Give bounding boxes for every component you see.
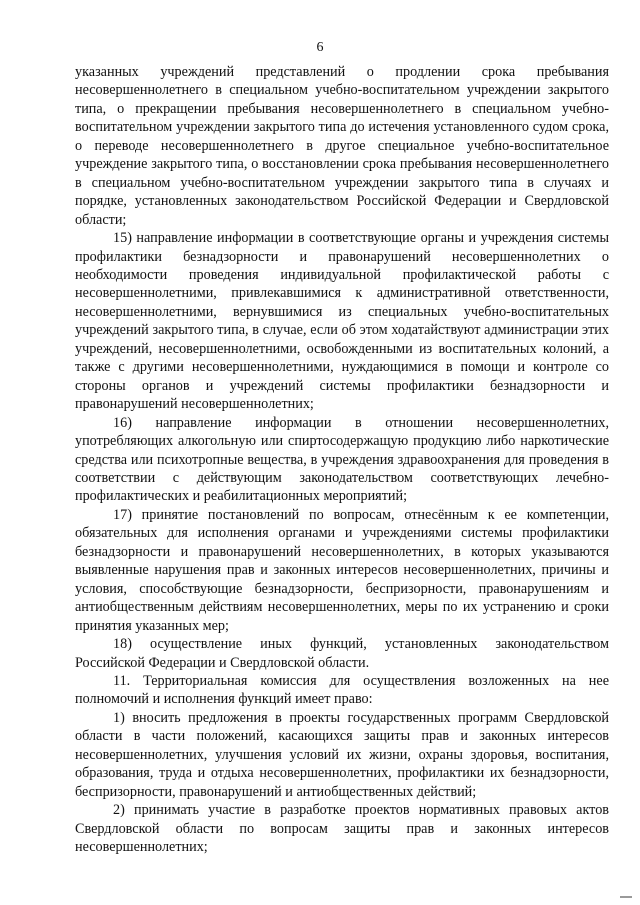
paragraph-item-16: 16) направление информации в отношении несовершеннолетних, употребляющих алкогольную или спиртосодержащую продукцию либо наркотические средства или психотропные вещества, в учреждения здравоохранения для проведения в соответствии с действующим законодательством соответствующих лечебно-профилактических и реабилитационных мероприятий; bbox=[75, 414, 609, 505]
paragraph-item-18: 18) осуществление иных функций, установленных законодательством Российской Федерации и Свердловской области. bbox=[75, 636, 609, 671]
paragraph-item-17: 17) принятие постановлений по вопросам, отнесённым к ее компетенции, обязательных для исполнения органами и учреждениями системы профилактики безнадзорности и правонарушений несовершеннолетних, в которых указываются выявленные нарушения прав и законных интересов несовершеннолетних, причины и условия, способствующие безнадзорности, беспризорности, правонарушениям и антиобщественным действиям несовершеннолетних, меры по их устранению и сроки принятия указанных мер; bbox=[75, 506, 609, 634]
page-number: 6 bbox=[316, 40, 324, 55]
paragraph-right-2: 2) принимать участие в разработке проектов нормативных правовых актов Свердловской области по вопросам защиты прав и законных интересов несовершеннолетних; bbox=[75, 802, 609, 856]
paragraph-section-11: 11. Территориальная комиссия для осуществления возложенных на нее полномочий и исполнения функций имеет право: bbox=[75, 672, 609, 708]
paragraph-right-1: 1) вносить предложения в проекты государственных программ Свердловской области в части положений, касающихся защиты прав и законных интересов несовершеннолетних, улучшения условий их жизни, охраны здоровья, воспитания, образования, труда и отдыха несовершеннолетних, профилактики их безнадзорности, беспризорности, правонарушений и антиобщественных действий; bbox=[75, 709, 609, 800]
document-body bbox=[75, 63, 609, 856]
scan-edge-mark bbox=[620, 896, 632, 898]
paragraph-continuation: указанных учреждений представлений о продлении срока пребывания несовершеннолетнего в специальном учебно-воспитательном учреждении закрытого типа, о прекращении пребывания несовершеннолетнего в специальном учебно-воспитательном учреждении закрытого типа до истечения установленного судом срока, о переводе несовершеннолетнего в другое специальное учебно-воспитательное учреждение закрытого типа, о восстановлении срока пребывания несовершеннолетнего в специальном учебно-воспитательном учреждении закрытого типа в случаях и порядке, установленных законодательством Российской Федерации и Свердловской области; bbox=[75, 64, 609, 228]
paragraph-item-15: 15) направление информации в соответствующие органы и учреждения системы профилактики безнадзорности и правонарушений несовершеннолетних о необходимости проведения индивидуальной профилактической работы с несовершеннолетними, привлекавшимися к административной ответственности, несовершеннолетними, вернувшимися из специальных учебно-воспитательных учреждений закрытого типа, в случае, если об этом ходатайствуют администрации этих учреждений, несовершеннолетними, освобожденными из воспитательных колоний, а также с другими несовершеннолетними, нуждающимися в помощи и контроле со стороны органов и учреждений системы профилактики безнадзорности и правонарушений несовершеннолетних; bbox=[75, 230, 609, 413]
